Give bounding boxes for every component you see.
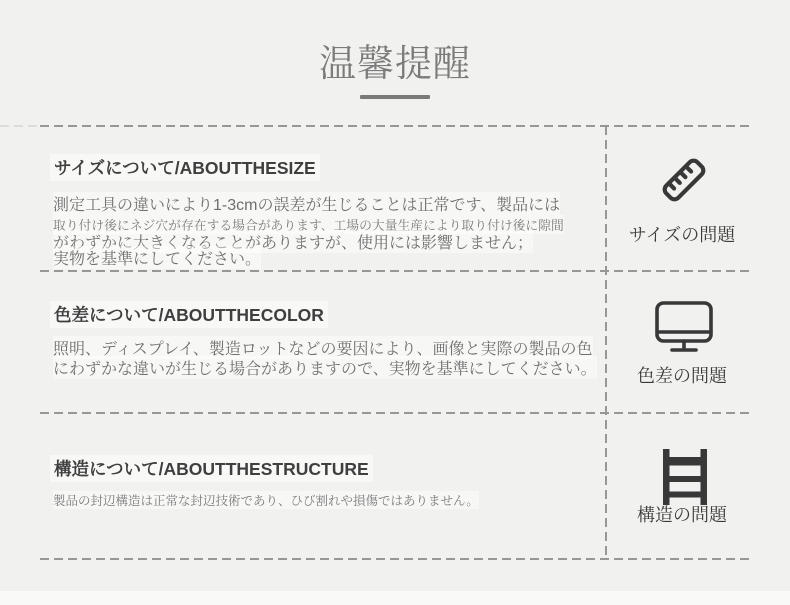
- monitor-icon: [654, 300, 714, 354]
- size-body-line-4: 実物を基準にしてください。: [53, 246, 261, 269]
- size-body-line-1: 測定工具の違いにより1-3cmの誤差が生じることは正常です、製品には: [53, 192, 560, 215]
- divider-bottom: [40, 558, 752, 560]
- ruler-icon: [656, 152, 712, 208]
- page-title: 温馨提醒: [319, 43, 471, 84]
- title-underline: [360, 95, 430, 99]
- size-icon-label: サイズの問題: [628, 225, 736, 245]
- size-body-line-3: がわずかに大きくなることがありますが、使用には影響しません；: [53, 230, 533, 253]
- size-section-heading: サイズについて/ABOUTTHESIZE: [50, 154, 320, 181]
- divider-after-color-section: [40, 412, 752, 414]
- color-section-heading: 色差について/ABOUTTHECOLOR: [50, 301, 328, 328]
- ladder-icon: [663, 449, 707, 505]
- bottom-band: [0, 591, 790, 605]
- size-body-line-2: 取り付け後にネジ穴が存在する場合があります、工場の大量生産により取り付け後に隙間: [53, 215, 564, 234]
- color-icon-label: 色差の問題: [637, 366, 727, 386]
- divider-top-left-faint: [0, 125, 38, 127]
- structure-icon-label: 構造の問題: [637, 505, 727, 525]
- divider-vertical: [605, 126, 607, 559]
- structure-body-line-1: 製品の封辺構造は正常な封辺技術であり、ひび割れや損傷ではありません。: [53, 491, 479, 509]
- divider-after-size-section: [40, 270, 752, 272]
- divider-top: [40, 125, 752, 127]
- color-body-line-2: にわずかな違いが生じる場合がありますので、実物を基準にしてください。: [53, 356, 597, 379]
- color-body-line-1: 照明、ディスプレイ、製造ロットなどの要因により、画像と実際の製品の色: [53, 336, 593, 359]
- structure-section-heading: 構造について/ABOUTTHESTRUCTURE: [50, 455, 373, 482]
